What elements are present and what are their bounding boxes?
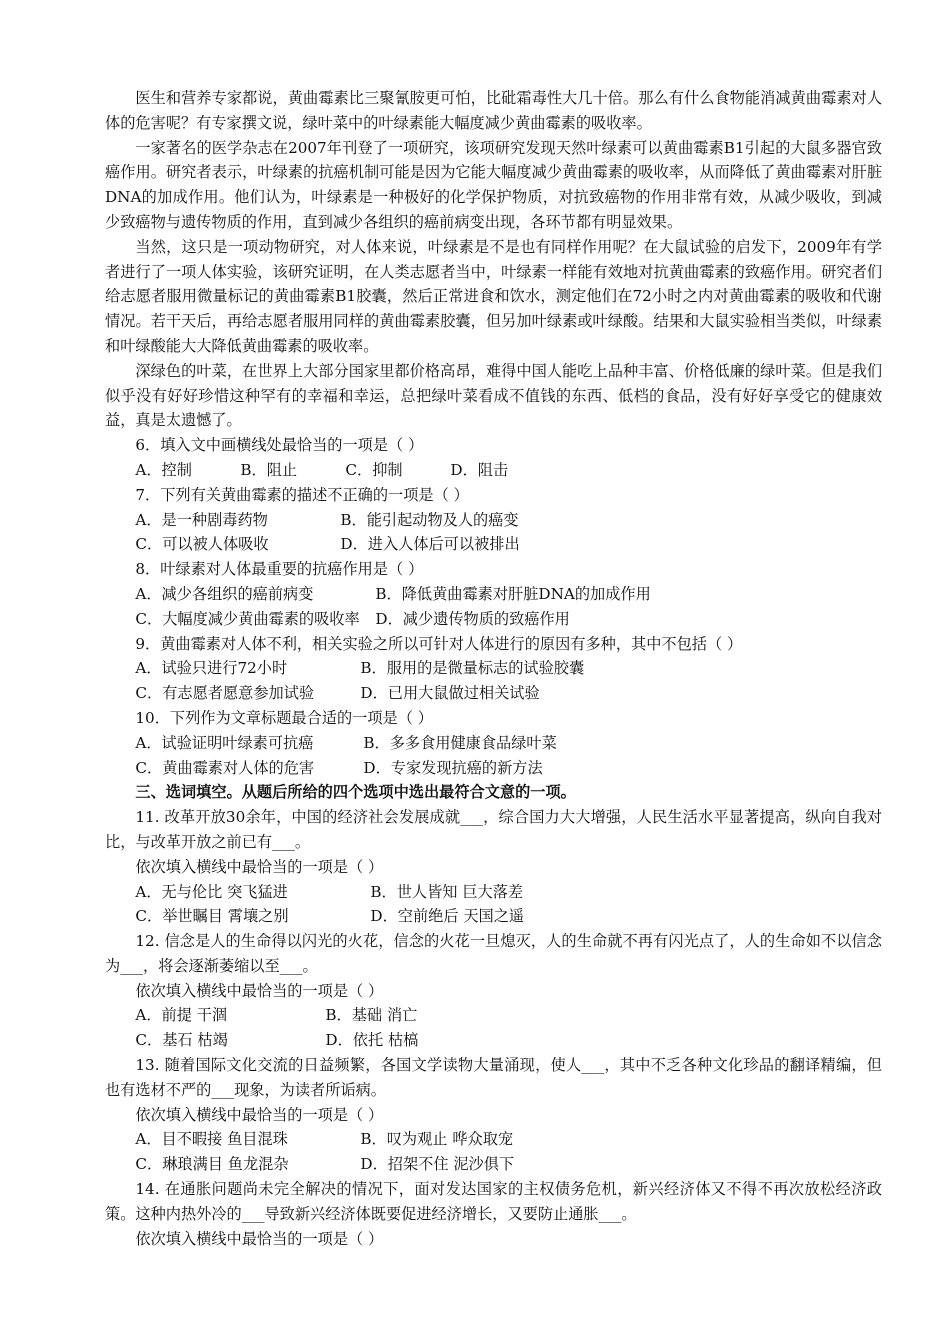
question-9-options-row-2 <box>105 681 882 706</box>
option-c: C．举世瞩目 霄壤之别 <box>135 907 289 926</box>
question-10-options-row-2 <box>105 756 882 781</box>
option-d: D．招架不住 泥沙俱下 <box>360 1155 515 1174</box>
question-7-stem: 7．下列有关黄曲霉素的描述不正确的一项是（ ） <box>135 485 469 504</box>
option-d: D．进入人体后可以被排出 <box>340 535 520 554</box>
passage-paragraph-4: 深绿色的叶菜，在世界上大部分国家里都价格高昂，难得中国人能吃上品种丰富、价格低廉的绿叶菜。但是我们似乎没有好好珍惜这种罕有的幸福和幸运，总把绿叶菜看成不值钱的东西、低档的食品，没有好好享受它的健康效益，真是太遗憾了。 <box>105 361 882 430</box>
question-9-stem: 9．黄曲霉素对人体不利，相关实验之所以可针对人体进行的原因有多种，其中不包括（ ） <box>135 634 743 653</box>
question-11-instruction: 依次填入横线中最恰当的一项是（ ） <box>135 857 384 876</box>
option-c: C．基石 枯竭 <box>135 1031 228 1050</box>
option-c: C．抑制 <box>345 460 403 479</box>
question-6-options <box>105 458 882 483</box>
option-d: D．减少遗传物质的致癌作用 <box>375 609 570 628</box>
question-6-stem: 6．填入文中画横线处最恰当的一项是（ ） <box>135 436 424 455</box>
option-a: A．前提 干涸 <box>135 1006 228 1025</box>
option-b: B．阻止 <box>240 460 298 479</box>
question-12-stem: 12. 信念是人的生命得以闪光的火花，信念的火花一旦熄灭，人的生命就不再有闪光点了，人的生命如不以信念为___，将会逐渐萎缩以至___。 <box>105 932 882 975</box>
question-12-options-row-2 <box>105 1028 882 1053</box>
question-11-options-row-2 <box>105 904 882 929</box>
question-8-options-row-1 <box>105 582 882 607</box>
option-b: B．能引起动物及人的癌变 <box>340 510 519 529</box>
question-11-stem: 11. 改革开放30余年，中国的经济社会发展成就___，综合国力大大增强，人民生活水平显著提高，纵向自我对比，与改革开放之前已有___。 <box>105 808 882 851</box>
section-3-heading: 三、选词填空。从题后所给的四个选项中选出最符合文意的一项。 <box>135 783 576 802</box>
question-14-stem: 14. 在通胀问题尚未完全解决的情况下，面对发达国家的主权债务危机，新兴经济体又不得不再次放松经济政策。这种内热外冷的___导致新兴经济体既要促进经济增长，又要防止通胀___。 <box>105 1180 882 1223</box>
question-7-options-row-2 <box>105 532 882 557</box>
question-7-options-row-1 <box>105 508 882 533</box>
question-13-options-row-1 <box>105 1127 882 1152</box>
question-10-options-row-1 <box>105 731 882 756</box>
question-12-instruction: 依次填入横线中最恰当的一项是（ ） <box>135 981 384 1000</box>
passage-paragraph-3: 当然，这只是一项动物研究，对人体来说，叶绿素是不是也有同样作用呢？在大鼠试验的启发下，2009年有学者进行了一项人体实验，该研究证明，在人类志愿者当中，叶绿素一样能有效地对抗黄曲霉素的致癌作用。研究者们给志愿者服用微量标记的黄曲霉素B1胶囊，然后正常进食和饮水，测定他们在72小时之内对黄曲霉素的吸收和代谢情况。若干天后，再给志愿者服用同样的黄曲霉素胶囊，但另加叶绿素或叶绿酸。结果和大鼠实验相当类似，叶绿素和叶绿酸能大大降低黄曲霉素的吸收率。 <box>105 237 882 355</box>
option-d: D．阻击 <box>450 460 509 479</box>
question-11-options-row-1 <box>105 880 882 905</box>
question-8-options-row-2 <box>105 607 882 632</box>
question-8-stem: 8．叶绿素对人体最重要的抗癌作用是（ ） <box>135 560 424 579</box>
option-b: B．服用的是微量标志的试验胶囊 <box>360 659 585 678</box>
option-a: A．控制 <box>135 460 192 479</box>
question-10-stem: 10．下列作为文章标题最合适的一项是（ ） <box>135 708 433 727</box>
option-d: D．依托 枯槁 <box>325 1031 419 1050</box>
passage-paragraph-1: 医生和营养专家都说，黄曲霉素比三聚氰胺更可怕，比砒霜毒性大几十倍。那么有什么食物能消减黄曲霉素对人体的危害呢？有专家撰文说，绿叶菜中的叶绿素能大幅度减少黄曲霉素的吸收率。 <box>105 89 882 132</box>
question-13-instruction: 依次填入横线中最恰当的一项是（ ） <box>135 1105 384 1124</box>
option-a: A．无与伦比 突飞猛进 <box>135 882 288 901</box>
question-14-instruction: 依次填入横线中最恰当的一项是（ ） <box>135 1229 384 1248</box>
option-a: A．减少各组织的癌前病变 <box>135 584 314 603</box>
option-b: B．世人皆知 巨大落差 <box>370 882 524 901</box>
option-c: C．有志愿者愿意参加试验 <box>135 684 315 703</box>
option-b: B．多多食用健康食品绿叶菜 <box>363 733 557 752</box>
option-d: D．专家发现抗癌的新方法 <box>363 758 543 777</box>
option-a: A．是一种剧毒药物 <box>135 510 268 529</box>
passage-paragraph-2: 一家著名的医学杂志在2007年刊登了一项研究，该项研究发现天然叶绿素可以黄曲霉素B1引起的大鼠多器官致癌作用。研究者表示，叶绿素的抗癌机制可能是因为它能大幅度减少黄曲霉素的吸收率，从而降低了黄曲霉素对肝脏DNA的加成作用。他们认为，叶绿素是一种极好的化学保护物质，对抗致癌物的作用非常有效，从减少吸收，到减少致癌物与遗传物质的作用，直到减少各组织的癌前病变出现，各环节都有明显效果。 <box>105 138 882 231</box>
option-b: B．叹为观止 哗众取宠 <box>360 1130 514 1149</box>
option-a: A．目不暇接 鱼目混珠 <box>135 1130 288 1149</box>
option-c: C．琳琅满目 鱼龙混杂 <box>135 1155 289 1174</box>
option-b: B．降低黄曲霉素对肝脏DNA的加成作用 <box>375 584 651 603</box>
option-a: A．试验证明叶绿素可抗癌 <box>135 733 314 752</box>
question-12-options-row-1 <box>105 1003 882 1028</box>
option-a: A．试验只进行72小时 <box>135 659 288 678</box>
question-9-options-row-1 <box>105 656 882 681</box>
question-13-options-row-2 <box>105 1152 882 1177</box>
option-c: C．大幅度减少黄曲霉素的吸收率 <box>135 609 360 628</box>
option-d: D．空前绝后 天国之遥 <box>370 907 525 926</box>
option-c: C．黄曲霉素对人体的危害 <box>135 758 315 777</box>
question-13-stem: 13. 随着国际文化交流的日益频繁，各国文学读物大量涌现，使人___，其中不乏各种文化珍品的翻译精编，但也有选材不严的___现象，为读者所诟病。 <box>105 1056 882 1099</box>
option-c: C．可以被人体吸收 <box>135 535 269 554</box>
option-b: B．基础 消亡 <box>325 1006 418 1025</box>
option-d: D．已用大鼠做过相关试验 <box>360 684 540 703</box>
